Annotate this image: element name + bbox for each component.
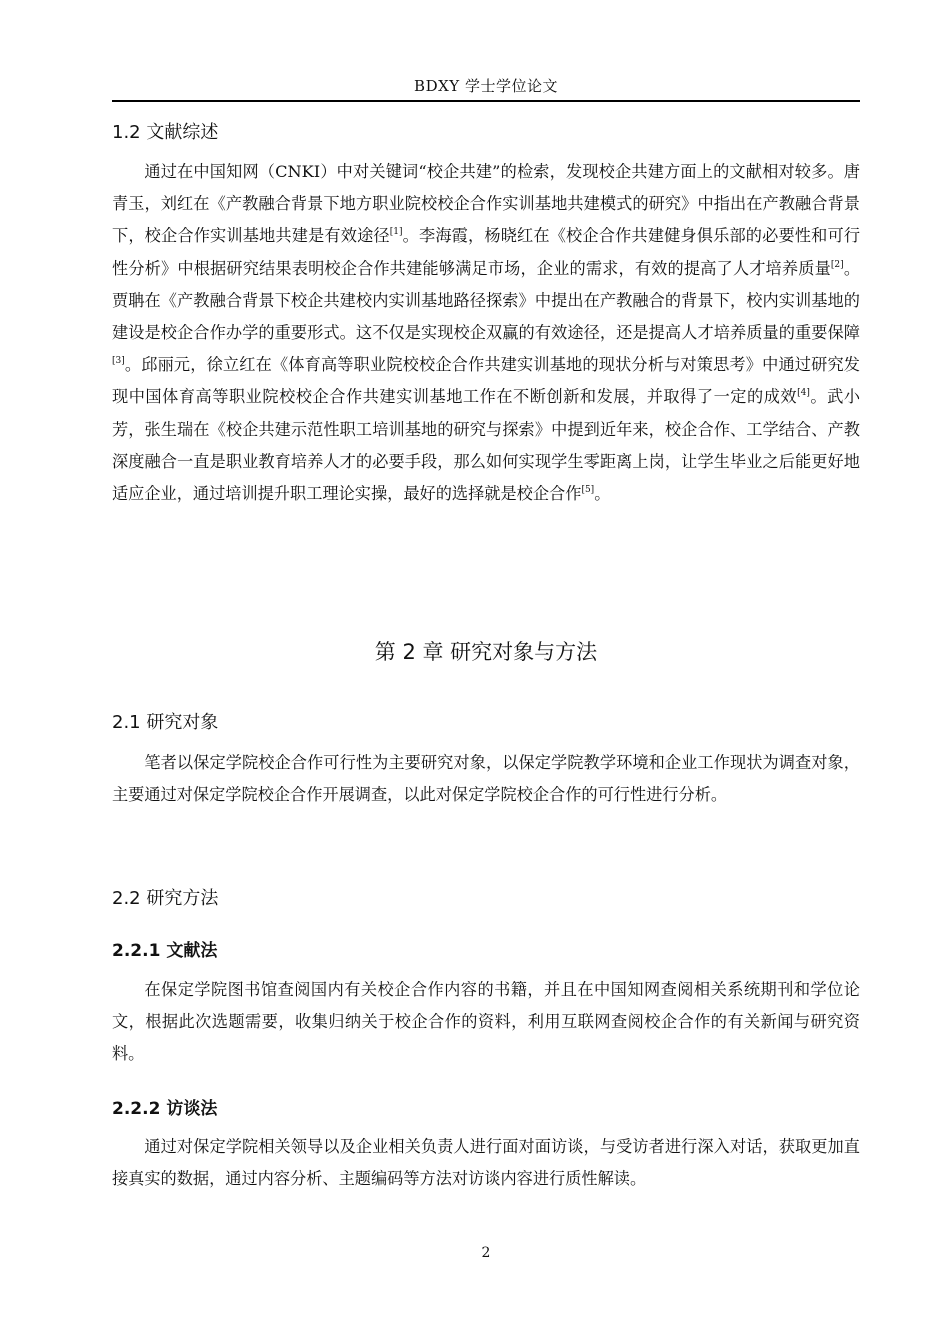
subsection-heading-2-2-1: 2.2.1 文献法 — [112, 941, 218, 961]
chapter-heading: 第 2 章 研究对象与方法 — [374, 640, 598, 664]
para-text: 。李海霞，杨晓红在《校企合作共建健身俱乐部的必要性和可行性分析》中根据研究结果表明校企合作共建能够满足市场，企业的需求，有效的提高了人才培养质量 — [112, 226, 861, 278]
paragraph-literature-method: 在保定学院图书馆查阅国内有关校企合作内容的书籍，并且在中国知网查阅相关系统期刊和学位论文，根据此次选题需要，收集归纳关于校企合作的资料，利用互联网查阅校企合作的有关新闻与研究资料。 — [112, 980, 860, 1064]
header-rule — [112, 100, 860, 102]
citation-ref: [1] — [389, 227, 403, 238]
running-header: BDXY 学士学位论文 — [414, 77, 558, 95]
subsection-heading-2-2-2: 2.2.2 访谈法 — [112, 1099, 218, 1119]
citation-ref: [4] — [797, 388, 810, 399]
para-text: 。贾聃在《产教融合背景下校企共建校内实训基地路径探索》中提出在产教融合的背景下，校内实训基地的建设是校企合作办学的重要形式。这不仅是实现校企双赢的有效途径，还是提高人才培养质量的重要保障 — [112, 258, 861, 343]
section-heading-1-2: 1.2 文献综述 — [112, 122, 219, 143]
para-text: 通过在中国知网（CNKI）中对关键词“校企共建”的检索，发现校企共建方面上的文献相对较多。唐青玉，刘红在《产教融合背景下地方职业院校校企合作实训基地共建模式的研究》中指出在产教融合背景下，校企合作实训基地共建是有效途径 — [112, 162, 860, 246]
section-heading-2-1: 2.1 研究对象 — [112, 712, 219, 733]
section-heading-2-2: 2.2 研究方法 — [112, 888, 219, 909]
paragraph-literature-review — [112, 156, 860, 510]
para-text: 。邱丽元，徐立红在《体育高等职业院校校企合作共建实训基地的现状分析与对策思考》中通过研究发现中国体育高等职业院校校企合作共建实训基地工作在不断创新和发展，并取得了一定的成效 — [112, 355, 860, 407]
citation-ref: [2] — [830, 259, 844, 270]
citation-ref: [3] — [112, 356, 125, 367]
paragraph-research-object: 笔者以保定学院校企合作可行性为主要研究对象，以保定学院教学环境和企业工作现状为调查对象，主要通过对保定学院校企合作开展调查，以此对保定学院校企合作的可行性进行分析。 — [112, 753, 860, 805]
paragraph-interview-method: 通过对保定学院相关领导以及企业相关负责人进行面对面访谈，与受访者进行深入对话，获取更加直接真实的数据，通过内容分析、主题编码等方法对访谈内容进行质性解读。 — [112, 1137, 860, 1189]
para-text: 。武小芳，张生瑞在《校企共建示范性职工培训基地的研究与探索》中提到近年来，校企合作、工学结合、产教深度融合一直是职业教育培养人才的必要手段，那么如何实现学生零距离上岗，让学生毕业之后能更好地适应企业，通过培训提升职工理论实操，最好的选择就是校企合作 — [112, 387, 861, 504]
page-number: 2 — [481, 1245, 491, 1261]
citation-ref: [5] — [581, 485, 595, 496]
para-text: 。 — [594, 484, 611, 504]
